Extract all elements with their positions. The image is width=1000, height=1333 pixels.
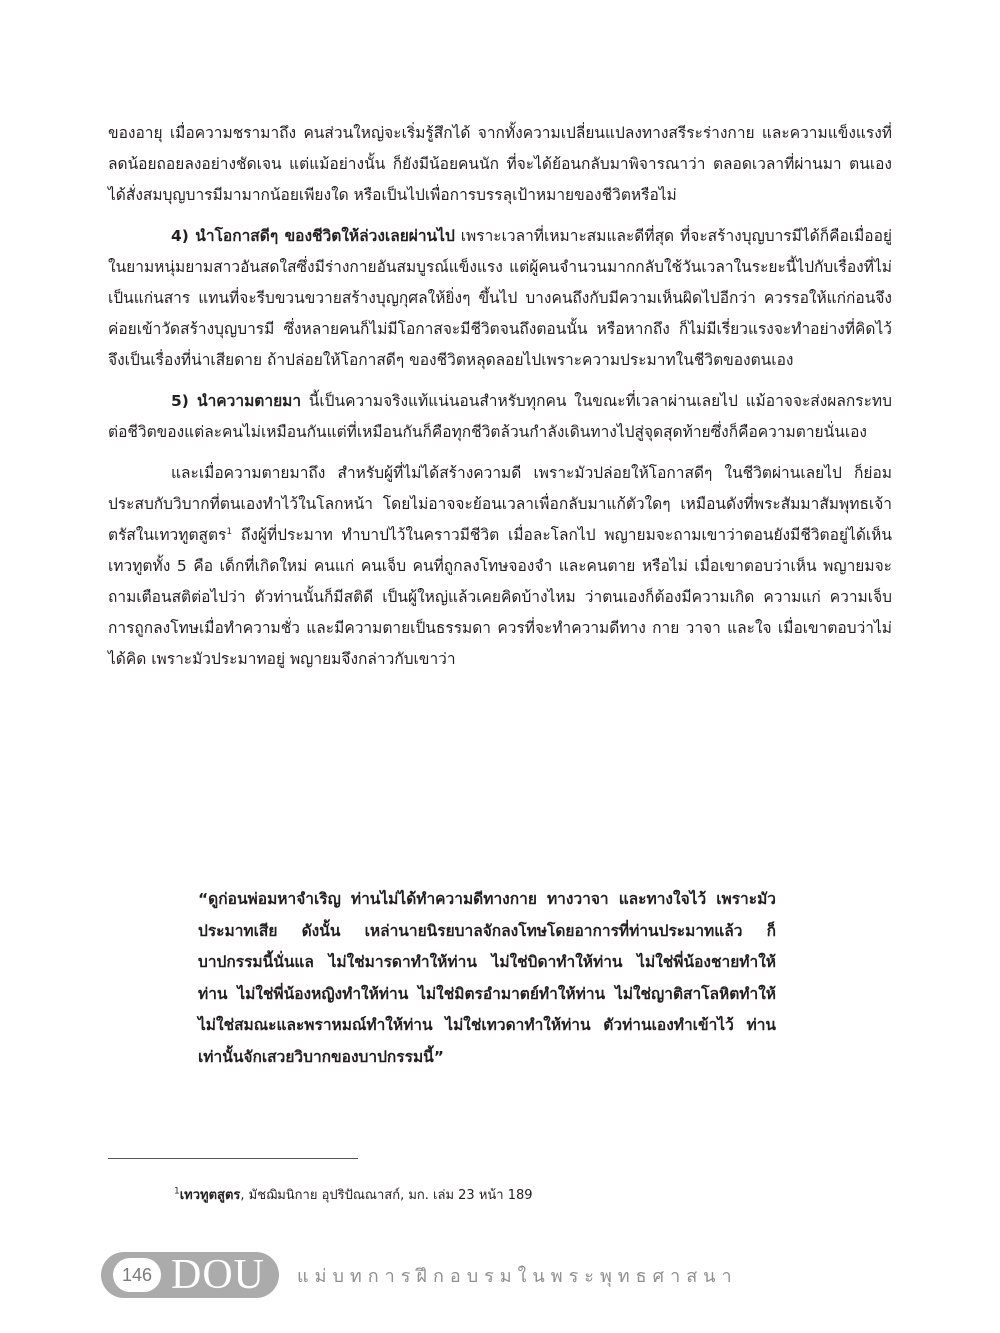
paragraph-opportunity (108, 221, 892, 376)
footnote-title: เทวทูตสูตร (179, 1188, 241, 1203)
page-footer (101, 1252, 738, 1298)
paragraph-yama-before: และเมื่อความตายมาถึง สำหรับผู้ที่ไม่ได้สร้างความดี เพราะมัวปล่อยให้โอกาสดีๆ ในชีวิตผ่านเลยไป ก็ย่อมประสบกับวิบากที่ตนเองทำไว้ในโลกหน้า โดยไม่อาจจะย้อนเวลาเพื่อกลับมาแก้ตัวใดๆ เหมือนดังที่พระสัมมาสัมพุทธเจ้าตรัสในเทวทูตสูตร (108, 464, 892, 544)
footnote (174, 1186, 533, 1206)
footer-badge (101, 1252, 279, 1298)
footnote-reference: 1 (226, 526, 233, 537)
block-quote: “ดูก่อนพ่อมหาจำเริญ ท่านไม่ได้ทำความดีทางกาย ทางวาจา และทางใจไว้ เพราะมัวประมาทเสีย ดังนั้น เหล่านายนิรยบาลจักลงโทษโดยอาการที่ท่านประมาทแล้ว ก็บาปกรรมนี้นั่นแล ไม่ใช่มารดาทำให้ท่าน ไม่ใช่บิดาทำให้ท่าน ไม่ใช่พี่น้องชายทำให้ท่าน ไม่ใช่พี่น้องหญิงทำให้ท่าน ไม่ใช่มิตรอำมาตย์ทำให้ท่าน ไม่ใช่ญาติสาโลหิตทำให้ไม่ใช่สมณะและพราหมณ์ทำให้ท่าน ไม่ใช่เทวดาทำให้ท่าน ตัวท่านเองทำเข้าไว้ ท่านเท่านั้นจักเสวยวิบากของบาปกรรมนี้” (198, 890, 776, 1066)
footnote-marker: 1 (174, 1186, 180, 1197)
footnote-divider (108, 1158, 358, 1159)
paragraph-death-text: นี้เป็นความจริงแท้แน่นอนสำหรับทุกคน ในขณะที่เวลาผ่านเลยไป แม้อาจจะส่งผลกระทบต่อชีวิตของแต่ละคนไม่เหมือนกันแต่ที่เหมือนกันก็คือทุกชีวิตล้วนกำลังเดินทางไปสู่จุดสุดท้ายซึ่งก็คือความตายนั่นเอง (108, 392, 892, 441)
paragraph-aging: ของอายุ เมื่อความชรามาถึง คนส่วนใหญ่จะเริ่มรู้สึกได้ จากทั้งความเปลี่ยนแปลงทางสรีระร่างกาย และความแข็งแรงที่ลดน้อยถอยลงอย่างชัดเจน แต่แม้อย่างนั้น ก็ยังมีน้อยคนนัก ที่จะได้ย้อนกลับมาพิจารณาว่า ตลอดเวลาที่ผ่านมา ตนเองได้สั่งสมบุญบารมีมามากน้อยเพียงใด หรือเป็นไปเพื่อการบรรลุเป้าหมายของชีวิตหรือไม่ (108, 124, 892, 204)
page-number: 146 (113, 1258, 161, 1292)
paragraph-death (108, 386, 892, 448)
dou-logo: DOU (171, 1252, 265, 1298)
heading-point-4: 4) นำโอกาสดีๆ ของชีวิตให้ล่วงเลยผ่านไป (171, 227, 455, 245)
body-text (108, 118, 892, 685)
paragraph-opportunity-text: เพราะเวลาที่เหมาะสมและดีที่สุด ที่จะสร้างบุญบารมีได้ก็คือเมื่ออยู่ในยามหนุ่มยามสาวอันสดใสซึ่งมีร่างกายอันสมบูรณ์แข็งแรง แต่ผู้คนจำนวนมากกลับใช้วันเวลาในระยะนี้ไปกับเรื่องที่ไม่เป็นแก่นสาร แทนที่จะรีบขวนขวายสร้างบุญกุศลให้ยิ่งๆ ขึ้นไป บางคนถึงกับมีความเห็นผิดไปอีกว่า ควรรอให้แก่ก่อนจึงค่อยเข้าวัดสร้างบุญบารมี ซึ่งหลายคนก็ไม่มีโอกาสจะมีชีวิตจนถึงตอนนั้น หรือหากถึง ก็ไม่มีเรี่ยวแรงจะทำอย่างที่คิดไว้ จึงเป็นเรื่องที่น่าเสียดาย ถ้าปล่อยให้โอกาสดีๆ ของชีวิตหลุดลอยไปเพราะความประมาทในชีวิตของตนเอง (108, 227, 892, 369)
paragraph-yama (108, 458, 892, 675)
footnote-text: , มัชฌิมนิกาย อุปริปัณณาสก์, มก. เล่ม 23 หน้า 189 (240, 1188, 533, 1203)
paragraph-yama-after: ถึงผู้ที่ประมาท ทำบาปไว้ในคราวมีชีวิต เมื่อละโลกไป พญายมจะถามเขาว่าตอนยังมีชีวิตอยู่ได้เห็นเทวทูตทั้ง 5 คือ เด็กที่เกิดใหม่ คนแก่ คนเจ็บ คนที่ถูกลงโทษจองจำ และคนตาย หรือไม่ เมื่อเขาตอบว่าเห็น พญายมจะถามเตือนสติต่อไปว่า ตัวท่านนั้นก็มีสติดี เป็นผู้ใหญ่แล้วเคยคิดบ้างไหม ว่าตนเองก็ต้องมีความเกิด ความแก่ ความเจ็บ การถูกลงโทษเมื่อทำความชั่ว และมีความตายเป็นธรรมดา ควรที่จะทำความดีทาง กาย วาจา และใจ เมื่อเขาตอบว่าไม่ได้คิด เพราะมัวประมาทอยู่ พญายมจึงกล่าวกับเขาว่า (108, 526, 892, 668)
heading-point-5: 5) นำความตายมา (171, 392, 302, 410)
book-title: แม่บทการฝึกอบรมในพระพุทธศาสนา (297, 1265, 738, 1287)
